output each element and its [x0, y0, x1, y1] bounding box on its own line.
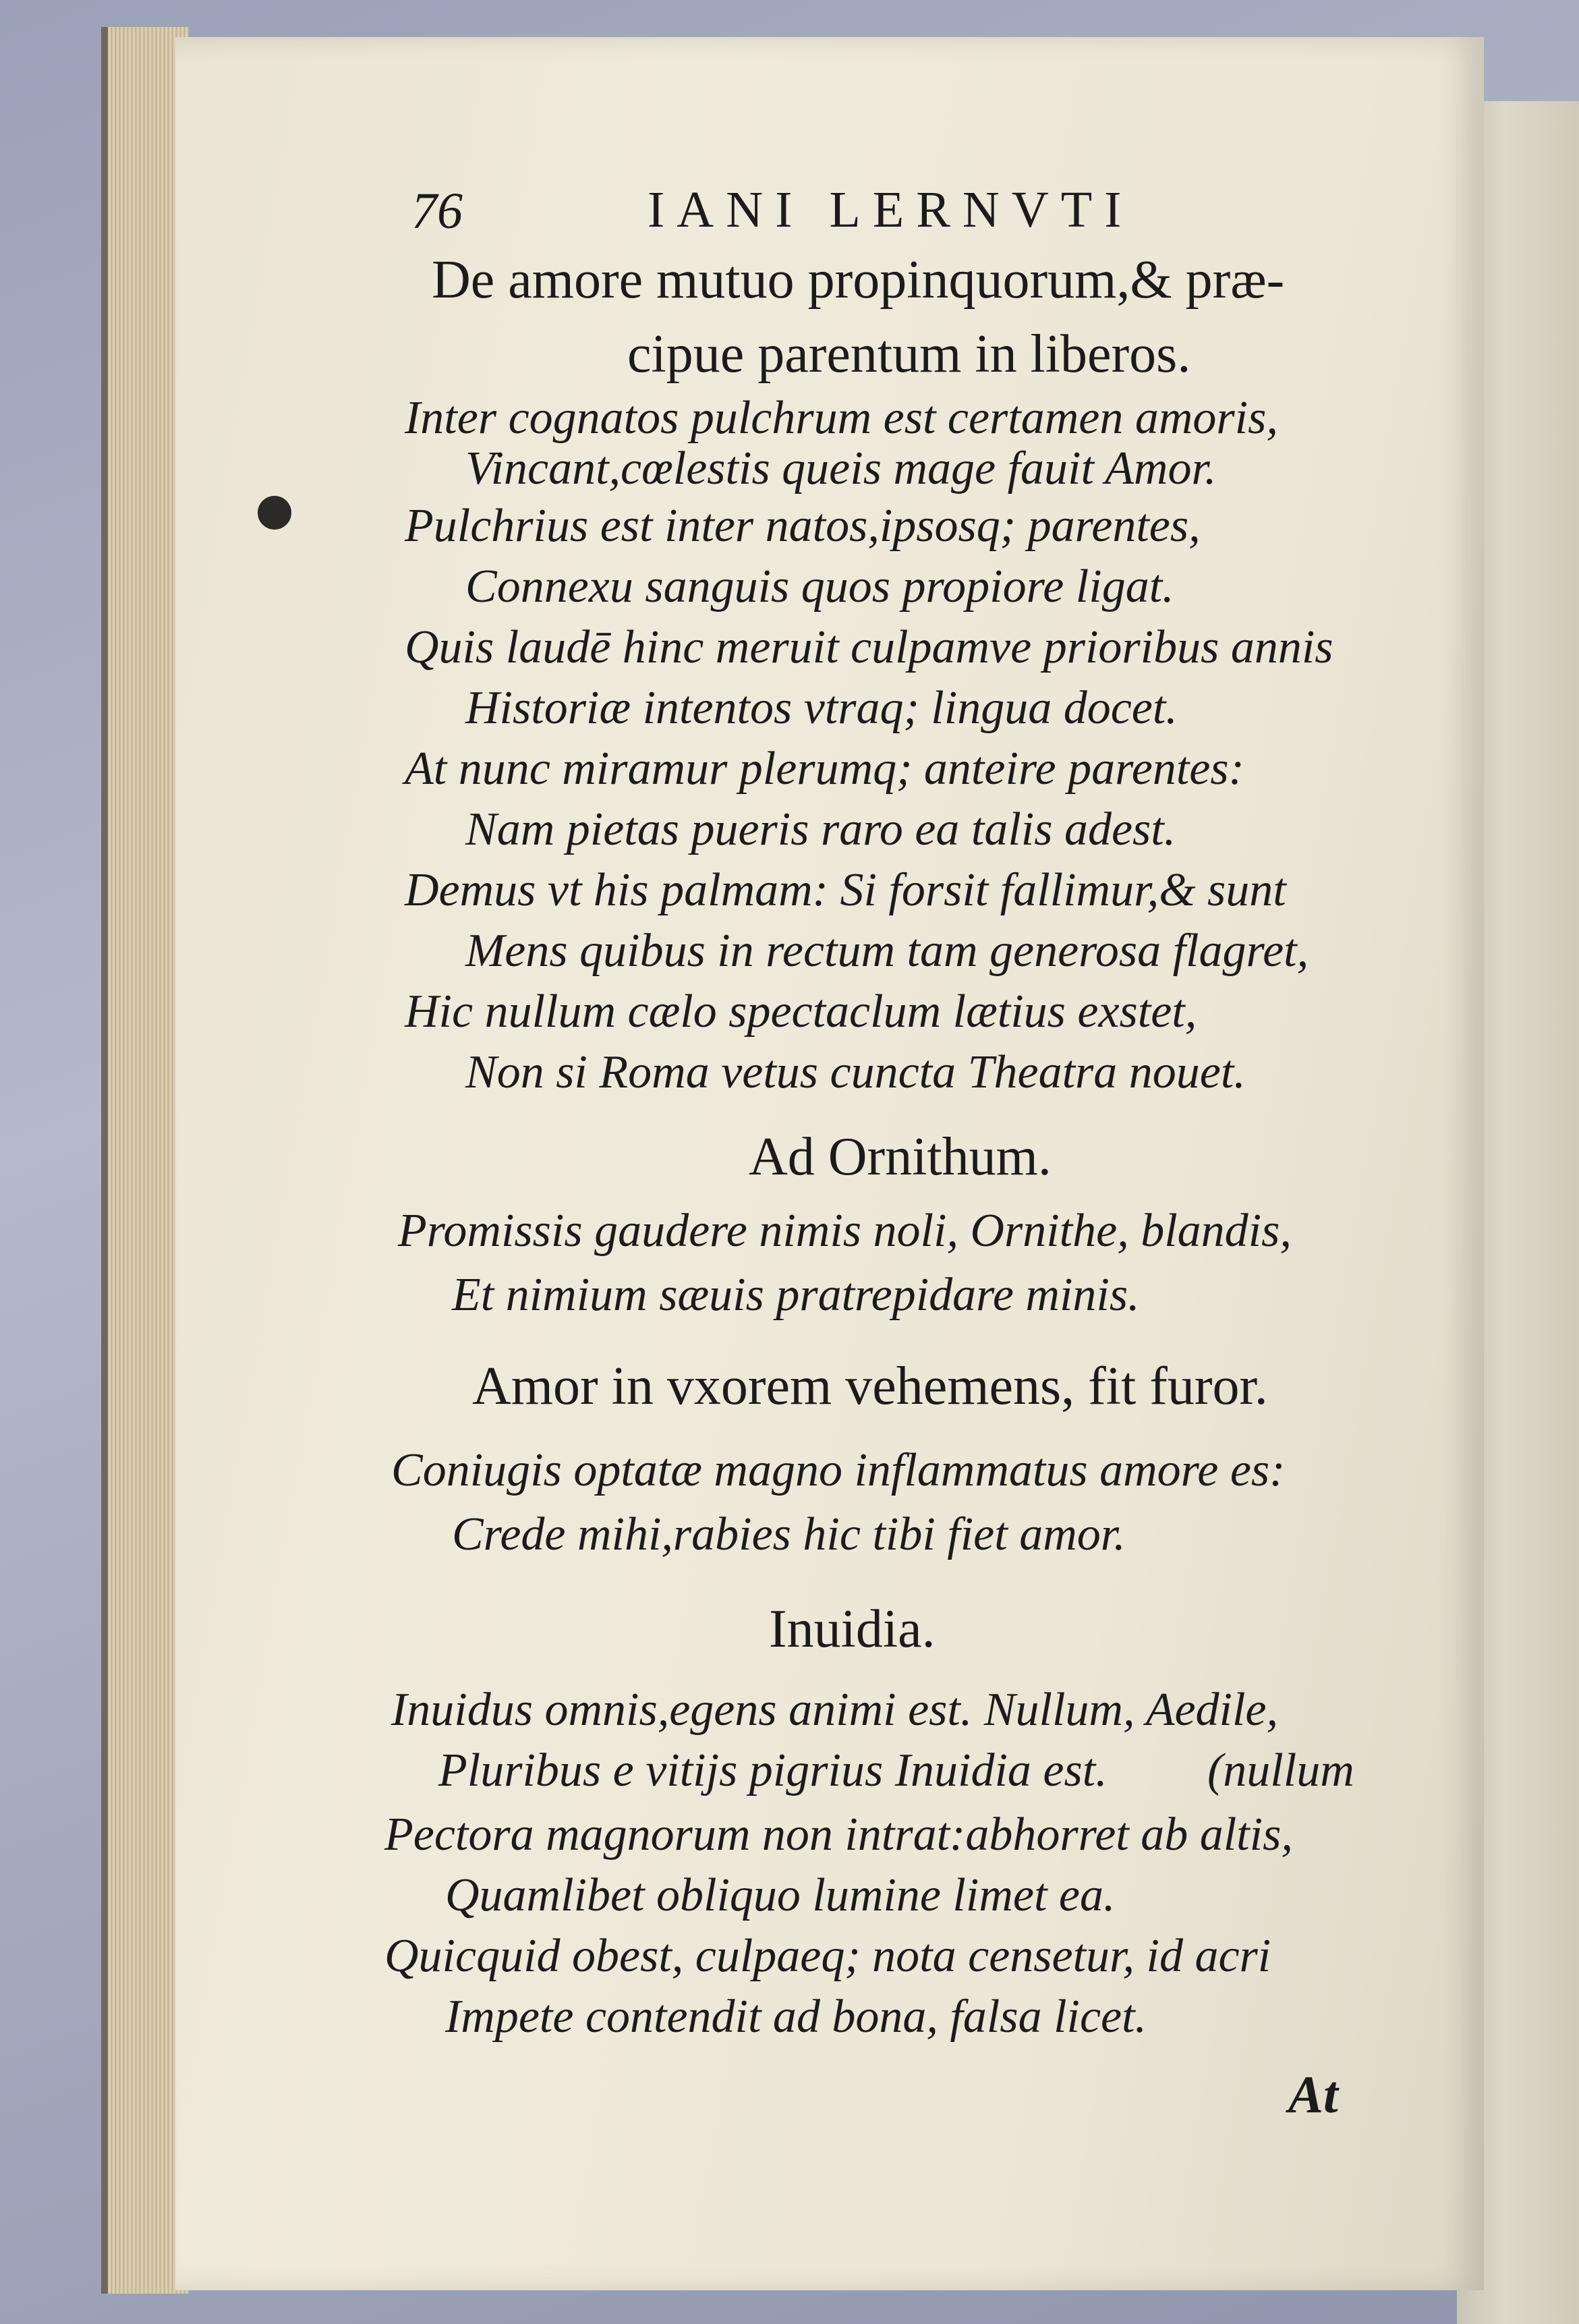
verse-line: Quamlibet obliquo lumine limet ea.	[445, 1869, 1116, 1921]
verse-line: At nunc miramur plerumq; anteire parentes:	[405, 743, 1244, 795]
verse-line: Coniugis optatæ magno inflammatus amore es:	[391, 1444, 1286, 1496]
verse-line: Pluribus e vitijs pigrius Inuidia est.	[438, 1745, 1108, 1796]
section-title-line: De amore mutuo propinquorum,& præ-	[432, 250, 1285, 310]
section-title-line: Inuidia.	[769, 1599, 936, 1659]
verse-line: Connexu sanguis quos propiore ligat.	[465, 561, 1174, 613]
verse-line: Non si Roma vetus cuncta Theatra nouet.	[465, 1046, 1246, 1098]
running-title: IANI LERNVTI	[648, 181, 1134, 238]
verse-line: Impete contendit ad bona, falsa licet.	[445, 1991, 1147, 2043]
verse-line: Pectora magnorum non intrat:abhorret ab altis,	[384, 1809, 1293, 1861]
verse-line: Hic nullum cælo spectaclum lætius exstet,	[405, 986, 1197, 1038]
section-title-line: Amor in vxorem vehemens, fit furor.	[472, 1357, 1268, 1416]
verse-line-overflow: (nullum	[1207, 1745, 1354, 1796]
verse-line: Nam pietas pueris raro ea talis adest.	[465, 803, 1176, 855]
verse-line: Inter cognatos pulchrum est certamen amoris,	[405, 392, 1278, 444]
catchword: At	[1288, 2065, 1338, 2124]
verse-line: Demus vt his palmam: Si forsit fallimur,& sunt	[405, 864, 1286, 916]
verse-line: Quicquid obest, culpaeq; nota censetur, id acri	[384, 1930, 1271, 1982]
verse-line: Et nimium sæuis pratrepidare minis.	[452, 1269, 1140, 1321]
verse-line: Mens quibus in rectum tam generosa flagret,	[465, 925, 1309, 977]
section-title-line: Ad Ornithum.	[749, 1127, 1052, 1187]
verse-line: Quis laudē hinc meruit culpamve prioribus annis	[405, 621, 1333, 673]
page-number: 76	[411, 183, 463, 239]
verse-line: Inuidus omnis,egens animi est. Nullum, Aedile,	[391, 1684, 1278, 1736]
verse-line: Promissis gaudere nimis noli, Ornithe, blandis,	[398, 1205, 1292, 1257]
verse-line: Vincant,cœlestis queis mage fauit Amor.	[465, 443, 1217, 494]
verse-line: Historiæ intentos vtraq; lingua docet.	[465, 682, 1178, 734]
verse-line: Crede mihi,rabies hic tibi fiet amor.	[452, 1508, 1126, 1560]
section-title-line: cipue parentum in liberos.	[627, 324, 1191, 384]
page-hole	[258, 496, 291, 530]
verse-line: Pulchrius est inter natos,ipsosq; parentes,	[405, 500, 1201, 552]
